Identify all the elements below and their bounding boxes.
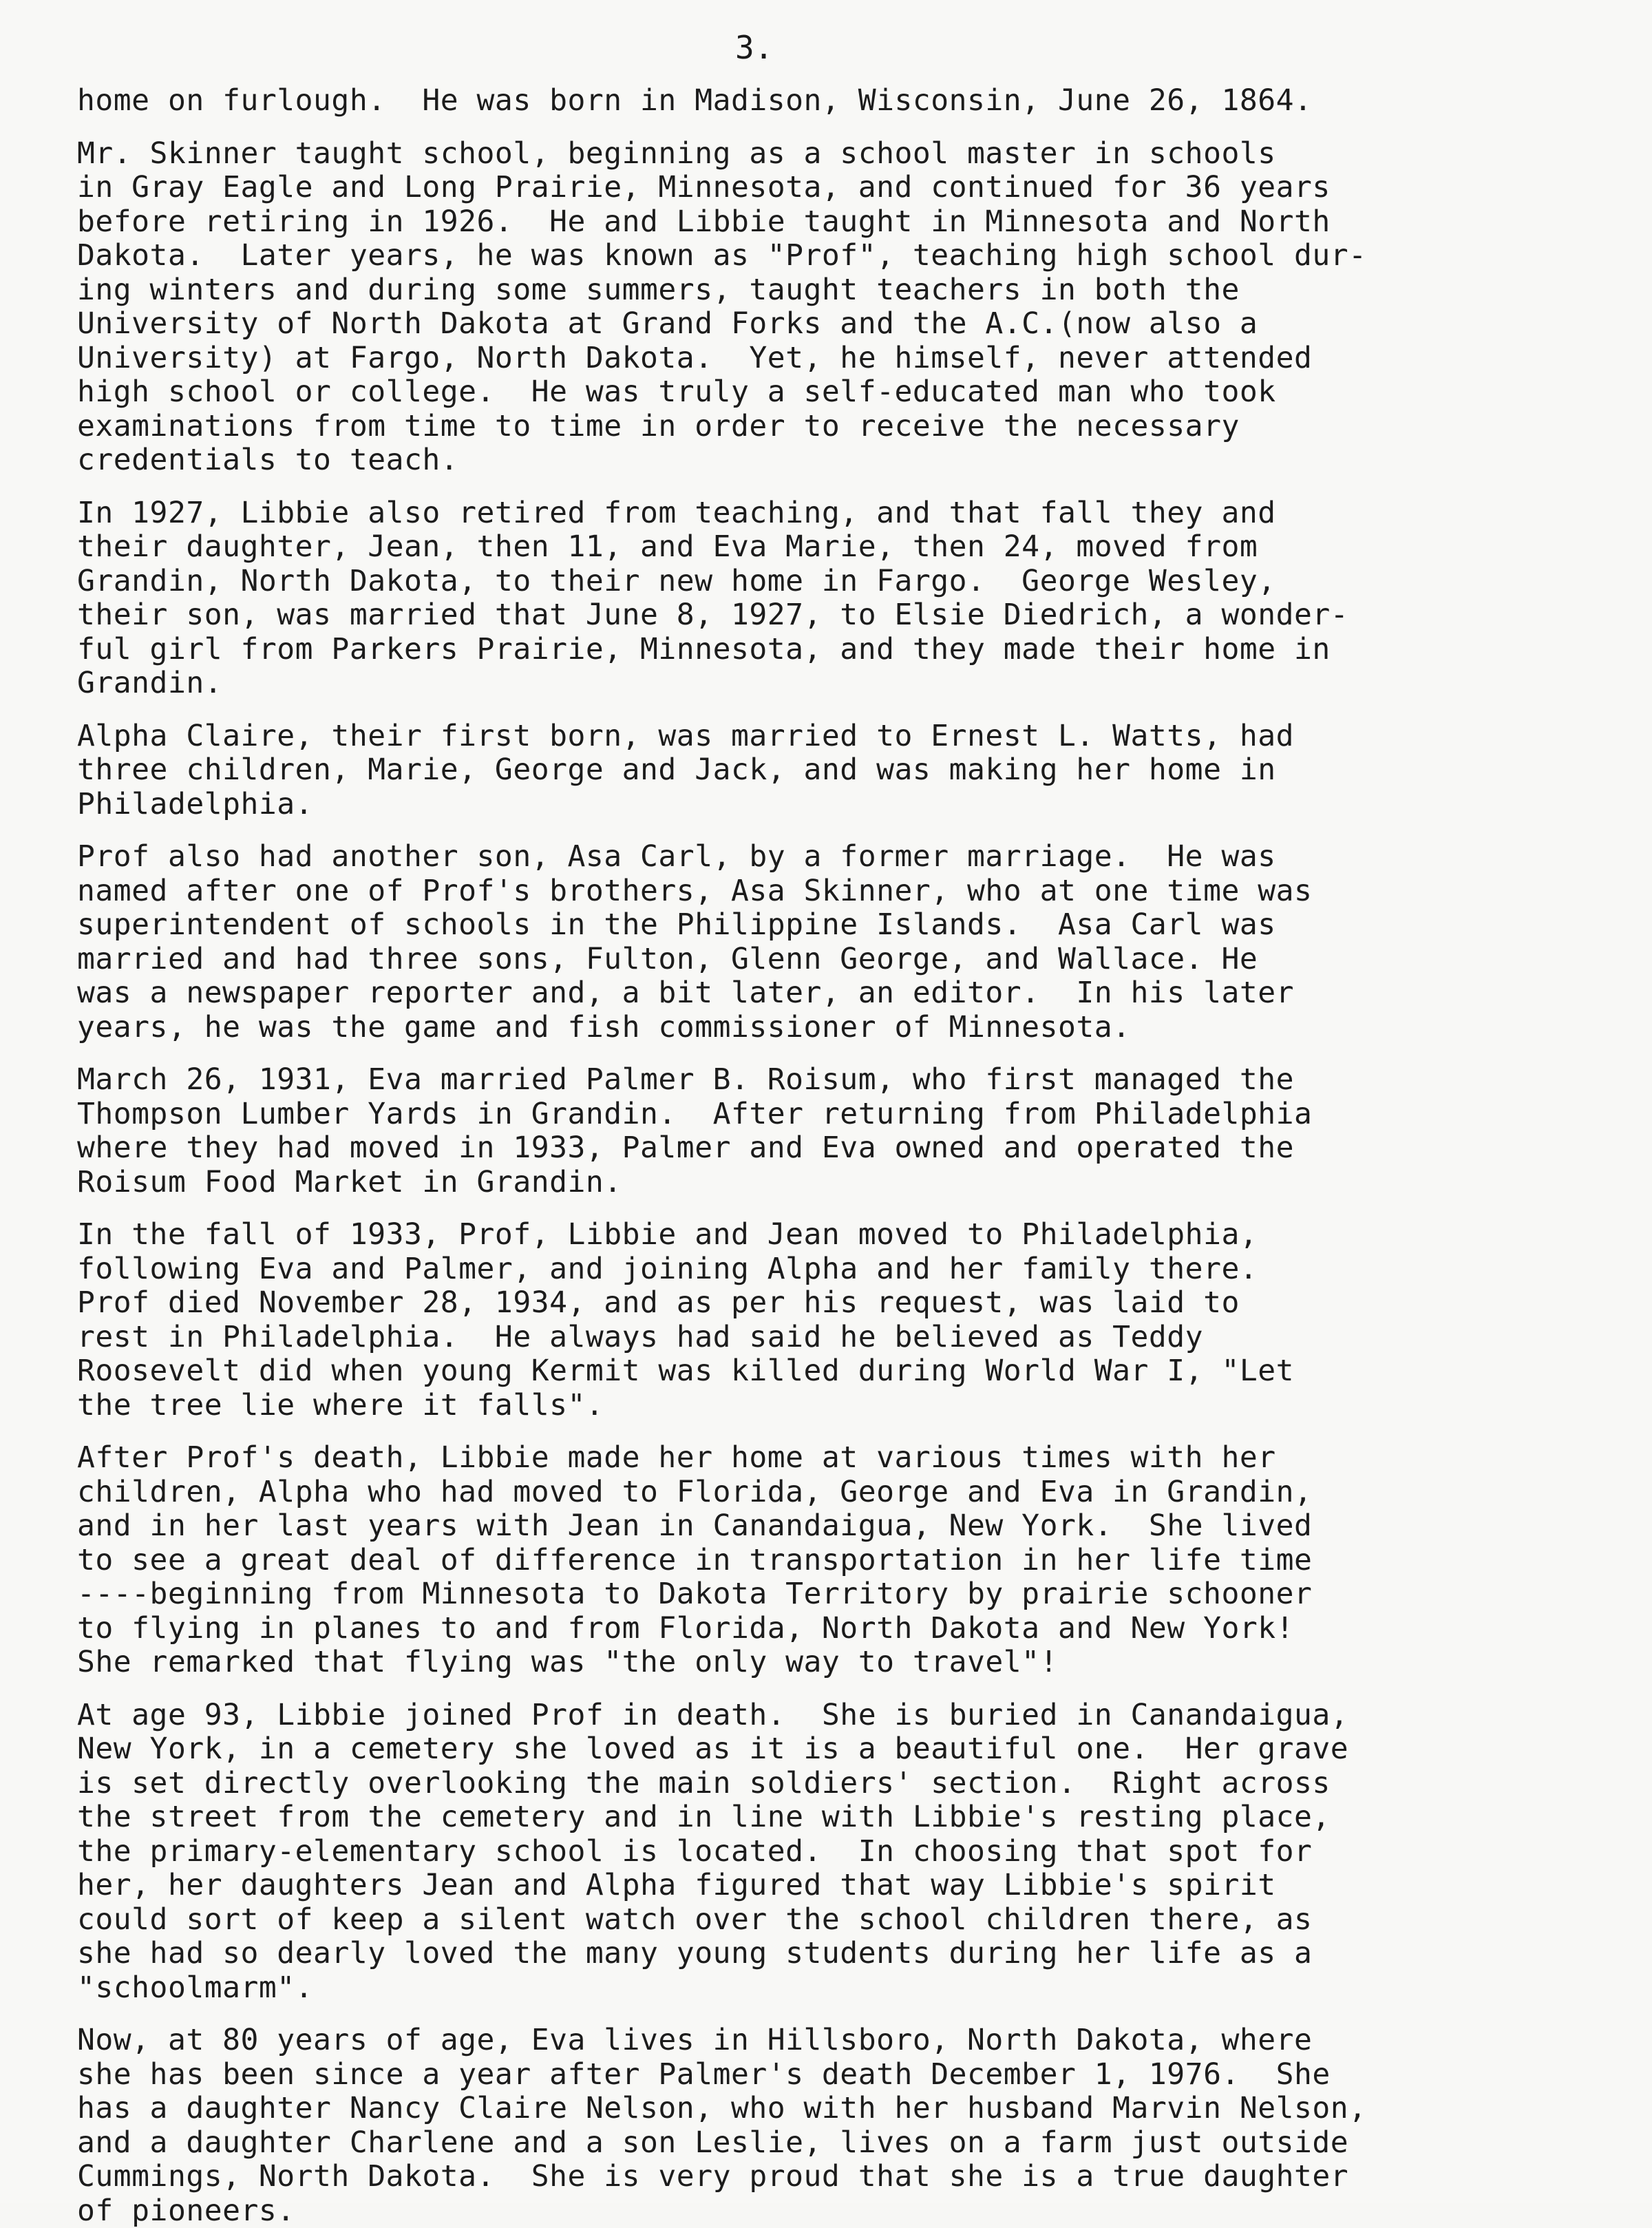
text-line: home on furlough. He was born in Madison, Wisconsin, June 26, 1864. (77, 84, 1543, 118)
paragraph-gap (77, 1680, 1543, 1699)
paragraph (77, 84, 1543, 118)
paragraph (77, 1063, 1543, 1199)
text-line: rest in Philadelphia. He always had said he believed as Teddy (77, 1321, 1543, 1355)
text-line: the tree lie where it falls". (77, 1389, 1543, 1423)
text-line: examinations from time to time in order to receive the necessary (77, 410, 1543, 444)
text-line: years, he was the game and fish commissioner of Minnesota. (77, 1011, 1543, 1045)
text-line: and in her last years with Jean in Canandaigua, New York. She lived (77, 1509, 1543, 1544)
text-line: Cummings, North Dakota. She is very proud that she is a true daughter (77, 2160, 1543, 2194)
text-line: was a newspaper reporter and, a bit later, an editor. In his later (77, 976, 1543, 1011)
text-line: her, her daughters Jean and Alpha figured that way Libbie's spirit (77, 1869, 1543, 1903)
text-line: could sort of keep a silent watch over the school children there, as (77, 1903, 1543, 1937)
text-line: of pioneers. (77, 2194, 1543, 2228)
text-line: three children, Marie, George and Jack, and was making her home in (77, 753, 1543, 788)
text-line: Mr. Skinner taught school, beginning as a school master in schools (77, 137, 1543, 171)
text-line: Grandin, North Dakota, to their new home in Fargo. George Wesley, (77, 565, 1543, 599)
text-line: Alpha Claire, their first born, was married to Ernest L. Watts, had (77, 719, 1543, 754)
text-line: credentials to teach. (77, 443, 1543, 478)
text-line: and a daughter Charlene and a son Leslie, lives on a farm just outside (77, 2126, 1543, 2161)
text-line: Prof died November 28, 1934, and as per his request, was laid to (77, 1286, 1543, 1321)
paragraph-gap (77, 118, 1543, 137)
text-line: After Prof's death, Libbie made her home at various times with her (77, 1441, 1543, 1475)
text-line: She remarked that flying was "the only way to travel"! (77, 1646, 1543, 1680)
paragraph-gap (77, 1044, 1543, 1063)
text-line: University of North Dakota at Grand Forks and the A.C.(now also a (77, 307, 1543, 341)
text-line: in Gray Eagle and Long Prairie, Minnesota, and continued for 36 years (77, 171, 1543, 205)
text-line: Roisum Food Market in Grandin. (77, 1166, 1543, 1200)
paragraph-gap (77, 821, 1543, 840)
text-line: has a daughter Nancy Claire Nelson, who with her husband Marvin Nelson, (77, 2092, 1543, 2126)
paragraph (77, 496, 1543, 701)
text-line: ful girl from Parkers Prairie, Minnesota, and they made their home in (77, 633, 1543, 667)
paragraph (77, 840, 1543, 1044)
text-line: to see a great deal of difference in transportation in her life time (77, 1544, 1543, 1578)
document-body (77, 84, 1543, 2228)
text-line: University) at Fargo, North Dakota. Yet, he himself, never attended (77, 341, 1543, 376)
text-line: their daughter, Jean, then 11, and Eva Marie, then 24, moved from (77, 530, 1543, 565)
text-line: Roosevelt did when young Kermit was killed during World War I, "Let (77, 1354, 1543, 1389)
text-line: where they had moved in 1933, Palmer and Eva owned and operated the (77, 1131, 1543, 1166)
text-line: March 26, 1931, Eva married Palmer B. Roisum, who first managed the (77, 1063, 1543, 1097)
paragraph-gap (77, 478, 1543, 496)
text-line: Philadelphia. (77, 788, 1543, 822)
paragraph-gap (77, 2005, 1543, 2024)
text-line: following Eva and Palmer, and joining Alpha and her family there. (77, 1252, 1543, 1287)
text-line: ----beginning from Minnesota to Dakota Territory by prairie schooner (77, 1577, 1543, 1612)
text-line: Prof also had another son, Asa Carl, by a former marriage. He was (77, 840, 1543, 874)
text-line: At age 93, Libbie joined Prof in death. She is buried in Canandaigua, (77, 1699, 1543, 1733)
page-number: 3. (735, 29, 773, 66)
text-line: ing winters and during some summers, taught teachers in both the (77, 273, 1543, 308)
paragraph (77, 2024, 1543, 2228)
text-line: the primary-elementary school is located. In choosing that spot for (77, 1835, 1543, 1869)
text-line: Dakota. Later years, he was known as "Prof", teaching high school dur- (77, 239, 1543, 273)
text-line: Grandin. (77, 666, 1543, 701)
paragraph (77, 719, 1543, 822)
paragraph-gap (77, 1199, 1543, 1218)
text-line: to flying in planes to and from Florida, North Dakota and New York! (77, 1612, 1543, 1646)
text-line: Now, at 80 years of age, Eva lives in Hillsboro, North Dakota, where (77, 2024, 1543, 2058)
text-line: she had so dearly loved the many young students during her life as a (77, 1937, 1543, 1971)
text-line: she has been since a year after Palmer's death December 1, 1976. She (77, 2058, 1543, 2092)
text-line: New York, in a cemetery she loved as it is a beautiful one. Her grave (77, 1732, 1543, 1767)
text-line: children, Alpha who had moved to Florida, George and Eva in Grandin, (77, 1475, 1543, 1510)
text-line: Thompson Lumber Yards in Grandin. After returning from Philadelphia (77, 1097, 1543, 1132)
paragraph (77, 1441, 1543, 1680)
text-line: high school or college. He was truly a self-educated man who took (77, 375, 1543, 410)
text-line: In the fall of 1933, Prof, Libbie and Jean moved to Philadelphia, (77, 1218, 1543, 1252)
paragraph-gap (77, 1422, 1543, 1441)
paragraph (77, 137, 1543, 478)
text-line: In 1927, Libbie also retired from teaching, and that fall they and (77, 496, 1543, 531)
text-line: the street from the cemetery and in line with Libbie's resting place, (77, 1800, 1543, 1835)
text-line: "schoolmarm". (77, 1971, 1543, 2006)
text-line: is set directly overlooking the main soldiers' section. Right across (77, 1767, 1543, 1801)
text-line: before retiring in 1926. He and Libbie taught in Minnesota and North (77, 205, 1543, 240)
text-line: their son, was married that June 8, 1927, to Elsie Diedrich, a wonder- (77, 598, 1543, 633)
text-line: married and had three sons, Fulton, Glenn George, and Wallace. He (77, 943, 1543, 977)
text-line: named after one of Prof's brothers, Asa Skinner, who at one time was (77, 874, 1543, 909)
paragraph (77, 1218, 1543, 1422)
paragraph (77, 1699, 1543, 2006)
paragraph-gap (77, 701, 1543, 719)
text-line: superintendent of schools in the Philippine Islands. Asa Carl was (77, 908, 1543, 943)
